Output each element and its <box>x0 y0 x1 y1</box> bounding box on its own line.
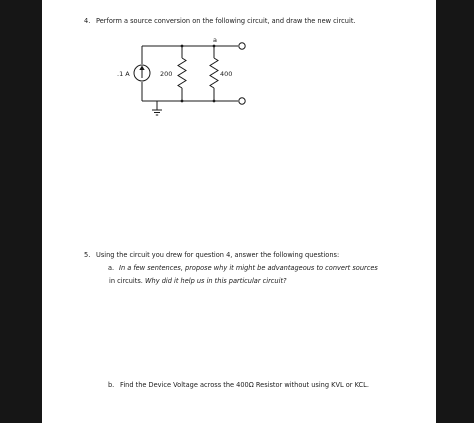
terminal-b <box>239 98 245 104</box>
current-source-arrow-head <box>139 66 144 71</box>
part-a-letter: a. <box>108 264 115 272</box>
resistor-200-label: 200 <box>160 70 173 78</box>
part-a-line2 <box>109 277 287 285</box>
node-dot <box>213 100 216 103</box>
question4-text: Perform a source conversion on the following circuit, and draw the new circuit. <box>96 17 356 25</box>
node-dot <box>181 100 184 103</box>
terminal-a <box>239 43 245 49</box>
resistor-200-symbol <box>178 58 186 88</box>
node-dot <box>181 45 184 48</box>
part-a-line2-normal: in circuits. <box>109 277 143 285</box>
part-b-text: Find the Device Voltage across the 400Ω Resistor without using KVL or KCL. <box>120 381 369 389</box>
part-b-letter: b. <box>108 381 115 389</box>
question5-text: Using the circuit you drew for question 4, answer the following questions: <box>96 251 340 259</box>
current-source-label: .1 A <box>117 70 130 78</box>
part-a-line2-italic: Why did it help us in this particular circuit? <box>145 277 287 285</box>
question5-number: 5. <box>84 251 91 259</box>
node-a-label: a <box>213 36 217 44</box>
part-a-line1: In a few sentences, propose why it might be advantageous to convert sources <box>119 264 378 272</box>
worksheet-page <box>42 0 436 423</box>
resistor-400-label: 400 <box>220 70 233 78</box>
resistor-400-symbol <box>210 58 218 88</box>
node-dot <box>213 45 216 48</box>
circuit-diagram <box>42 0 436 423</box>
question4-number: 4. <box>84 17 91 25</box>
